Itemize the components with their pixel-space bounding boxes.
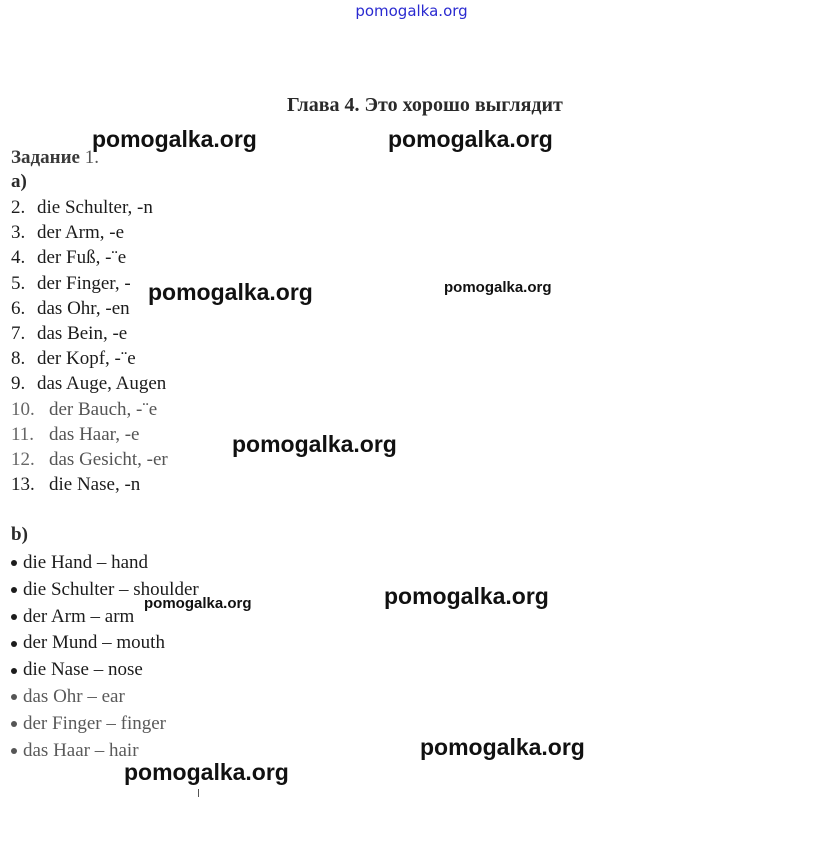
item-text: die Nase – nose — [23, 659, 143, 681]
item-text: der Arm, -e — [37, 222, 125, 244]
watermark-text: pomogalka.org — [92, 126, 257, 152]
item-text: das Ohr, -en — [37, 297, 130, 319]
list-item — [11, 296, 168, 321]
list-item — [11, 422, 168, 447]
bullet-icon — [11, 694, 17, 700]
item-number: 4. — [11, 247, 26, 269]
bullet-icon — [11, 721, 17, 727]
section-b-label: b) — [11, 524, 28, 545]
item-text: die Schulter – shoulder — [23, 578, 199, 600]
list-item — [11, 346, 168, 371]
task-label: Задание — [11, 147, 80, 168]
item-number: 7. — [11, 322, 26, 344]
item-text: das Gesicht, -er — [49, 448, 168, 470]
watermark-text: pomogalka.org — [144, 595, 252, 612]
list-item — [11, 472, 168, 497]
bullet-icon — [11, 614, 17, 620]
scan-artifact — [198, 789, 199, 797]
item-text: der Fuß, -¨e — [37, 247, 127, 269]
section-b-list — [11, 550, 199, 764]
item-text: das Ohr – ear — [23, 685, 125, 707]
item-text: der Arm – arm — [23, 605, 135, 627]
item-number: 8. — [11, 348, 26, 370]
item-text: das Auge, Augen — [37, 373, 167, 395]
watermark-text: pomogalka.org — [444, 279, 552, 296]
site-header-link[interactable]: pomogalka.org — [355, 2, 468, 20]
list-item — [11, 371, 168, 396]
list-item — [11, 684, 199, 711]
list-item — [11, 657, 199, 684]
section-a-label: a) — [11, 171, 27, 192]
item-text: der Kopf, -¨e — [37, 348, 136, 370]
list-item — [11, 321, 168, 346]
list-item — [11, 220, 168, 245]
bullet-icon — [11, 748, 17, 754]
item-text: die Nase, -n — [49, 474, 141, 496]
watermark-text: pomogalka.org — [384, 583, 549, 609]
watermark-text: pomogalka.org — [148, 279, 313, 305]
item-number: 3. — [11, 222, 26, 244]
item-number: 9. — [11, 373, 26, 395]
item-number: 10. — [11, 398, 35, 420]
item-text: das Haar – hair — [23, 739, 139, 761]
list-item — [11, 630, 199, 657]
item-text: der Mund – mouth — [23, 632, 165, 654]
item-number: 13. — [11, 474, 35, 496]
task-title — [11, 147, 99, 169]
item-number: 11. — [11, 423, 35, 445]
item-text: die Schulter, -n — [37, 197, 153, 218]
chapter-title: Глава 4. Это хорошо выглядит — [287, 94, 563, 116]
list-item — [11, 550, 199, 577]
item-text: der Finger – finger — [23, 712, 166, 734]
item-text: der Bauch, -¨e — [49, 398, 158, 420]
watermark-text: pomogalka.org — [232, 431, 397, 457]
section-a-list — [11, 195, 168, 497]
bullet-icon — [11, 560, 17, 566]
list-item — [11, 245, 168, 270]
item-text: das Bein, -e — [37, 322, 128, 344]
bullet-icon — [11, 587, 17, 593]
item-text: die Hand – hand — [23, 552, 149, 573]
item-text: das Haar, -e — [49, 423, 140, 445]
watermark-text: pomogalka.org — [124, 759, 289, 785]
list-item — [11, 711, 199, 738]
list-item — [11, 397, 168, 422]
item-number: 5. — [11, 272, 26, 294]
bullet-icon — [11, 641, 17, 647]
item-number: 6. — [11, 297, 26, 319]
watermark-text: pomogalka.org — [420, 734, 585, 760]
bullet-icon — [11, 668, 17, 674]
list-item — [11, 271, 168, 296]
watermark-text: pomogalka.org — [388, 126, 553, 152]
list-item — [11, 195, 168, 220]
item-number: 12. — [11, 448, 35, 470]
task-number: 1. — [84, 147, 99, 168]
list-item — [11, 447, 168, 472]
item-text: der Finger, - — [37, 272, 131, 294]
item-number: 2. — [11, 197, 26, 218]
